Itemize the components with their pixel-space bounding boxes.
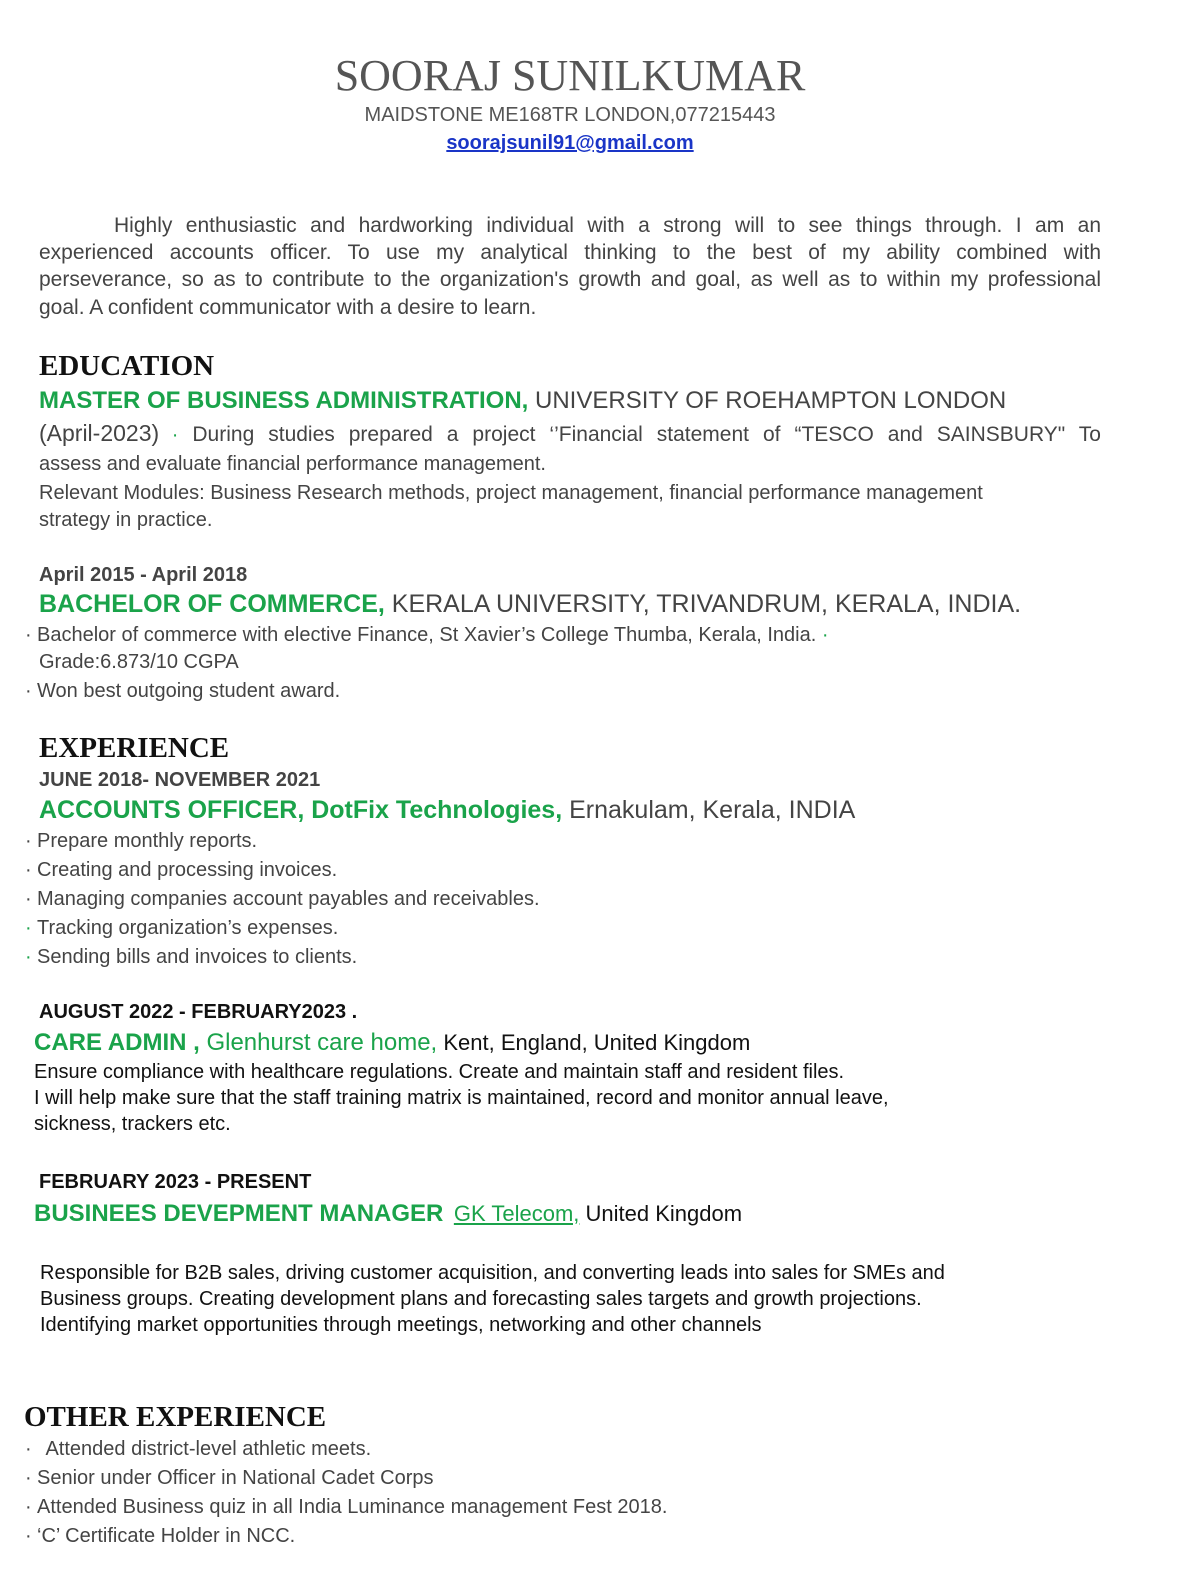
bcom-university: KERALA UNIVERSITY, TRIVANDRUM, KERALA, INDIA. [384,590,1022,618]
job3-heading-line [34,1200,742,1228]
experience-heading: EXPERIENCE [39,732,230,764]
bullet-dot: · [25,1438,32,1460]
bullet-dot: · [25,917,32,939]
job3-location: United Kingdom [579,1201,743,1226]
mba-project-line-1 [39,420,1101,447]
other-bullet-text: Senior under Officer in National Cadet Corps [37,1467,434,1489]
bcom-heading-line [39,590,1021,619]
bullet-dot: · [25,624,32,646]
bcom-degree: BACHELOR OF COMMERCE, [39,590,385,618]
other-bullet-text: Attended district-level athletic meets. [41,1438,372,1460]
mba-university: UNIVERSITY OF ROEHAMPTON LONDON [528,387,1007,414]
job1-bullet-text: Managing companies account payables and receivables. [37,888,540,910]
bullet-dot: · [821,624,829,646]
job1-bullet [25,859,337,882]
bcom-date: April 2015 - April 2018 [39,564,248,586]
job2-line-2: I will help make sure that the staff training matrix is maintained, record and monitor annual leave, [34,1087,889,1109]
job1-bullet [25,917,338,940]
bullet-dot: · [25,1525,32,1547]
mba-project: During studies prepared a project ‘’Financial statement of “TESCO and SAINSBURY" To [178,423,1101,446]
job3-line-2: Business groups. Creating development plans and forecasting sales targets and growth projections. [40,1288,922,1310]
bullet-dot: · [25,1496,32,1518]
bullet-dot: · [25,680,32,702]
job1-date: JUNE 2018- NOVEMBER 2021 [39,769,321,791]
job3-role: BUSINEES DEVEPMENT MANAGER [34,1200,444,1227]
bcom-grade: Grade:6.873/10 CGPA [39,651,239,673]
job1-bullet-text: Prepare monthly reports. [37,830,258,852]
other-bullet [25,1467,434,1490]
job2-line-3: sickness, trackers etc. [34,1113,231,1135]
bullet-dot: · [25,830,32,852]
bullet-dot: · [171,424,179,446]
job2-role: CARE ADMIN , [34,1029,200,1056]
job1-bullet [25,830,257,853]
job2-company: Glenhurst care home, [199,1029,438,1056]
education-heading: EDUCATION [39,350,215,382]
job2-line-1: Ensure compliance with healthcare regulations. Create and maintain staff and resident files. [34,1061,845,1083]
bullet-dot: · [25,1467,32,1489]
email-link[interactable]: soorajsunil91@gmail.com [446,132,694,154]
bullet-dot: · [25,946,32,968]
summary-line-4: goal. A confident communicator with a desire to learn. [39,296,537,319]
job3-company-link[interactable]: GK Telecom, [453,1201,580,1226]
job2-date: AUGUST 2022 - FEBRUARY2023 . [39,1001,358,1023]
other-bullet [25,1525,295,1548]
job1-location: Ernakulam, Kerala, INDIA [562,796,856,824]
summary-line-3: perseverance, so as to contribute to the organization's growth and goal, as well as to within my professional [39,268,1101,291]
mba-degree: MASTER OF BUSINESS ADMINISTRATION, [39,387,529,414]
job1-heading-line [39,796,855,825]
mba-modules-line-2: strategy in practice. [39,509,213,531]
job1-bullet-text: Sending bills and invoices to clients. [37,946,358,968]
job3-line-3: Identifying market opportunities through meetings, networking and other channels [40,1314,762,1336]
job3-date: FEBRUARY 2023 - PRESENT [39,1171,312,1193]
bcom-bullet-2 [25,680,340,703]
job2-location: Kent, England, United Kingdom [437,1030,751,1055]
bcom-bullet-1 [25,624,829,647]
job1-role: ACCOUNTS OFFICER, DotFix Technologies, [39,796,563,824]
bcom-bullet-text: Bachelor of commerce with elective Finance, St Xavier’s College Thumba, Kerala, India. [37,624,817,646]
job1-bullet-text: Creating and processing invoices. [37,859,338,881]
bullet-dot: · [25,888,32,910]
bcom-bullet-text: Won best outgoing student award. [37,680,341,702]
summary-line-2: experienced accounts officer. To use my analytical thinking to the best of my ability combined with [39,241,1101,264]
bullet-dot: · [25,859,32,881]
job2-heading-line [34,1029,750,1057]
other-bullet-text: Attended Business quiz in all India Luminance management Fest 2018. [37,1496,668,1518]
other-bullet [25,1496,667,1519]
mba-date: (April-2023) [39,420,160,446]
other-experience-heading: OTHER EXPERIENCE [24,1401,327,1433]
contact-address: MAIDSTONE ME168TR LONDON,077215443 [364,104,776,126]
job1-bullet-text: Tracking organization’s expenses. [37,917,339,939]
summary-line-1: Highly enthusiastic and hardworking individual with a strong will to see things through. I am an [114,214,1101,237]
other-bullet-text: ‘C’ Certificate Holder in NCC. [37,1525,296,1547]
other-bullet [25,1438,371,1461]
job1-bullet [25,888,540,911]
candidate-name: SOORAJ SUNILKUMAR [334,51,806,100]
mba-modules-line-1: Relevant Modules: Business Research methods, project management, financial performance management [39,482,983,504]
mba-heading-line [39,387,1006,415]
job1-bullet [25,946,357,969]
mba-project-line-2: assess and evaluate financial performance management. [39,453,546,475]
job3-line-1: Responsible for B2B sales, driving customer acquisition, and converting leads into sales for SMEs and [40,1262,945,1284]
